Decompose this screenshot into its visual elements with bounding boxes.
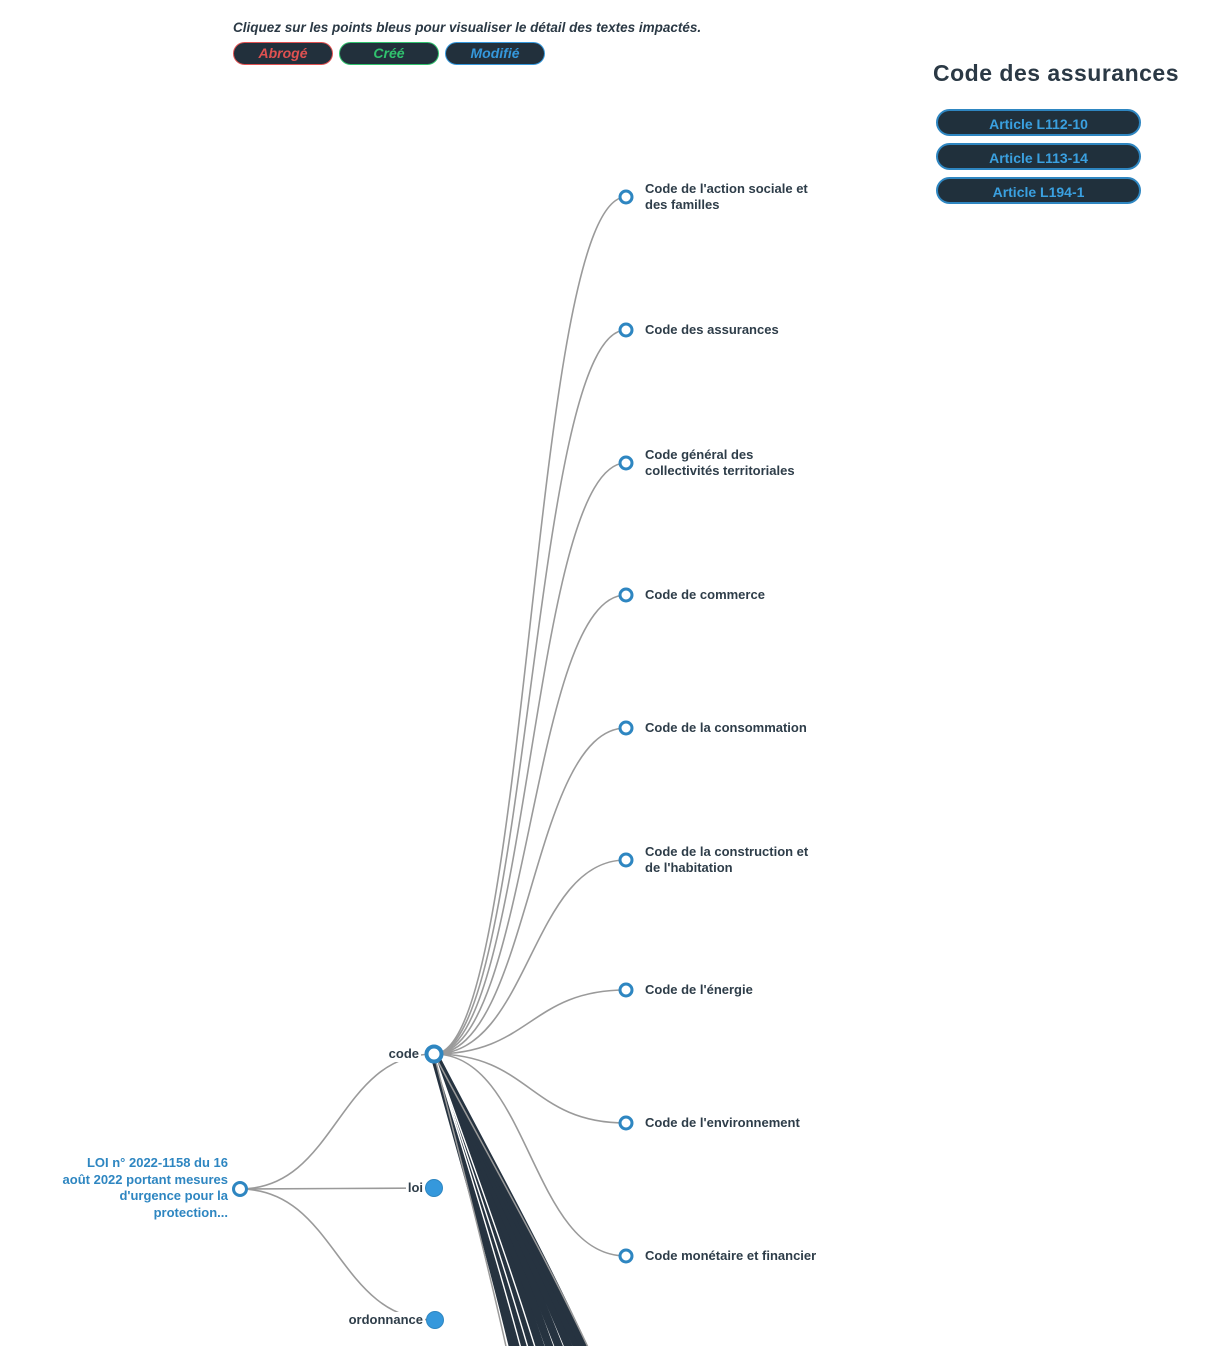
leaf-node[interactable]	[620, 1117, 632, 1129]
leaf-node[interactable]	[620, 854, 632, 866]
leaf-label: Code de l'environnement	[645, 1115, 800, 1130]
branch-node-loi[interactable]	[426, 1180, 443, 1197]
edge-root-ordonnance	[240, 1189, 435, 1320]
leaf-label: Code des assurances	[645, 322, 779, 337]
instruction-text: Cliquez sur les points bleus pour visualiser le détail des textes impactés.	[233, 20, 702, 35]
leaf-label: Code de la consommation	[645, 720, 807, 735]
article-button[interactable]: Article L113-14	[936, 143, 1141, 170]
branch-node-ordonnance[interactable]	[427, 1312, 444, 1329]
leaf-node[interactable]	[620, 722, 632, 734]
branch-node-code[interactable]	[427, 1047, 442, 1062]
leaf-links	[434, 197, 626, 1256]
leaf-node[interactable]	[620, 1250, 632, 1262]
root-node[interactable]	[234, 1183, 247, 1196]
leaf-label: Code général des collectivités territoriales	[645, 447, 795, 478]
branch-label-ordonnance: ordonnance	[348, 1312, 423, 1327]
badge-modifie[interactable]: Modifié	[445, 42, 545, 65]
leaf-label: Code monétaire et financier	[645, 1248, 817, 1263]
branch-label-code: code	[388, 1046, 419, 1061]
leaf-label: Code de la construction et de l'habitation	[645, 844, 809, 875]
leaf-node[interactable]	[620, 984, 632, 996]
article-button[interactable]: Article L112-10	[936, 109, 1141, 136]
leaf-node[interactable]	[620, 324, 632, 336]
edge-root-code	[240, 1054, 434, 1189]
legend-badges	[233, 42, 545, 65]
branch-label-loi: loi	[407, 1180, 423, 1195]
root-node-label: LOI n° 2022-1158 du 16 août 2022 portant mesures d'urgence pour la protection...	[62, 1155, 228, 1220]
article-button[interactable]: Article L194-1	[936, 177, 1141, 204]
article-list	[936, 109, 1141, 204]
badge-cree[interactable]: Créé	[339, 42, 439, 65]
leaf-node[interactable]	[620, 191, 632, 203]
leaf-label: Code de l'énergie	[645, 982, 753, 997]
panel-title: Code des assurances	[933, 60, 1180, 86]
leaf-label: Code de commerce	[645, 587, 765, 602]
badge-abroge[interactable]: Abrogé	[233, 42, 333, 65]
leaf-label: Code de l'action sociale et des familles	[645, 181, 808, 212]
leaf-node[interactable]	[620, 589, 632, 601]
leaf-node[interactable]	[620, 457, 632, 469]
